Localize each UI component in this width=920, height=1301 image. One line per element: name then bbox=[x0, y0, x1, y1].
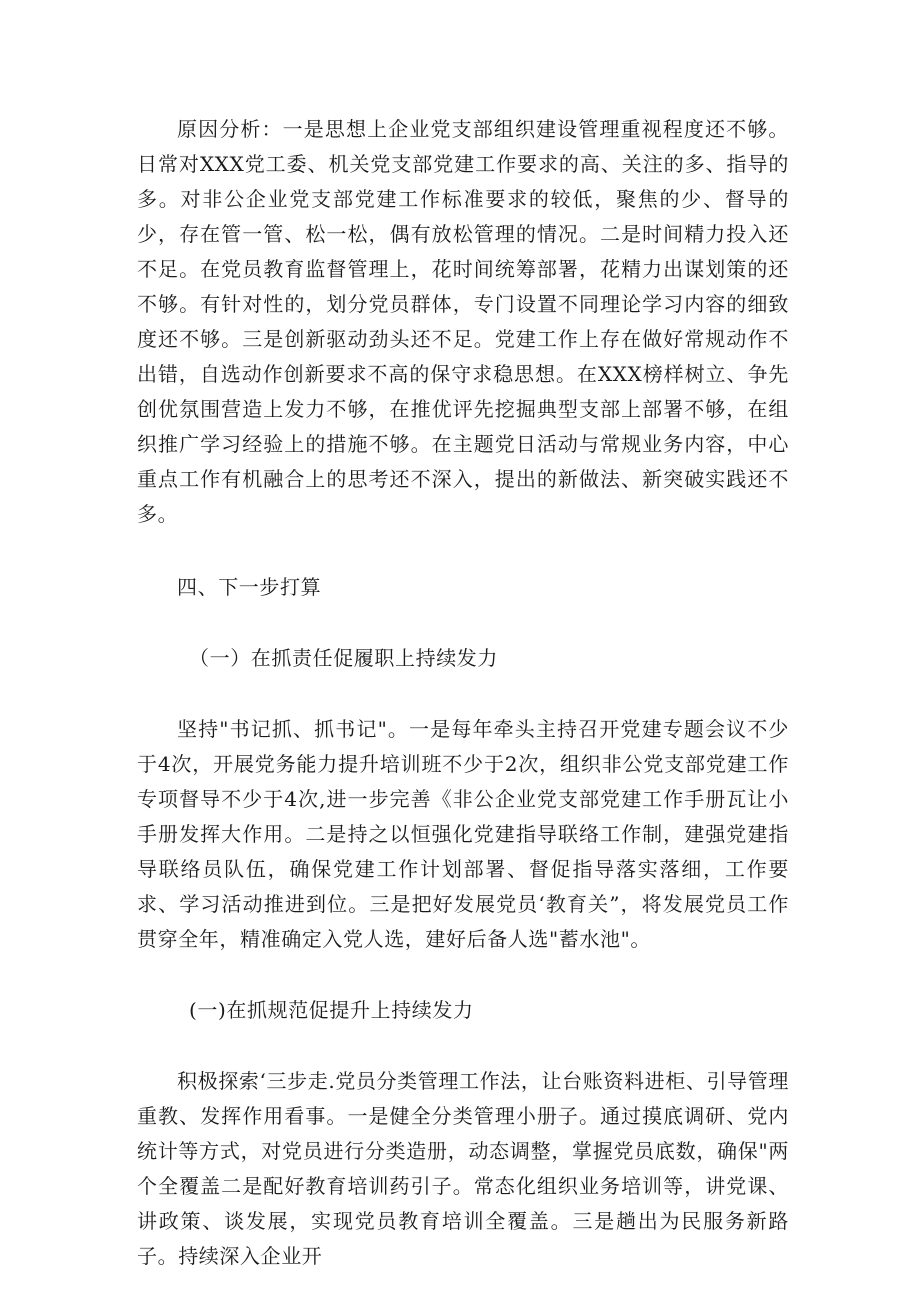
responsibility-subheading: （一）在抓责任促履职上持续发力 bbox=[189, 646, 498, 670]
document-page bbox=[137, 112, 789, 1274]
cause-analysis-paragraph: 原因分析：一是思想上企业党支部组织建设管理重视程度还不够。日常对XXX党工委、机关党支部党建工作要求的高、关注的多、指导的多。对非公企业党支部党建工作标准要求的较低，聚焦的少、督导的少，存在管一管、松一松，偶有放松管理的情况。二是时间精力投入还不足。在党员教育监督管理上，花时间统筹部署，花精力出谋划策的还不够。有针对性的，划分党员群体，专门设置不同理论学习内容的细致度还不够。三是创新驱动劲头还不足。党建工作上存在做好常规动作不出错，自选动作创新要求不高的保守求稳思想。在XXX榜样树立、争先创优氛围营造上发力不够，在推优评先挖掘典型支部上部署不够，在组织推广学习经验上的措施不够。在主题党日活动与常规业务内容，中心重点工作有机融合上的思考还不深入，提出的新做法、新突破实践还不多。 bbox=[137, 117, 789, 526]
next-steps-heading: 四、下一步打算 bbox=[177, 575, 322, 599]
responsibility-paragraph: 坚持"书记抓、抓书记"。一是每年牵头主持召开党建专题会议不少于4次，开展党务能力提升培训班不少于2次，组织非公党支部党建工作专项督导不少于4次,进一步完善《非公企业党支部党建工作手册瓦让小手册发挥大作用。二是持之以恒强化党建指导联络工作制，建强党建指导联络员队伍，确保党建工作计划部署、督促指导落实落细，工作要求、学习活动推进到位。三是把好发展党员‘教育关”，将发展党员工作贯穿全年，精准确定入党人选，建好后备人选"蓄水池"。 bbox=[137, 717, 789, 951]
standardization-subheading: (一)在抓规范促提升上持续发力 bbox=[189, 998, 474, 1022]
standardization-paragraph: 积极探索‘三步走.党员分类管理工作法，让台账资料进柜、引导管理重教、发挥作用看事。一是健全分类管理小册子。通过摸底调研、党内统计等方式，对党员进行分类造册，动态调整，掌握党员底数，确保"两个全覆盖二是配好教育培训药引子。常态化组织业务培训等，讲党课、讲政策、谈发展，实现党员教育培训全覆盖。三是趟出为民服务新路子。持续深入企业开 bbox=[137, 1069, 789, 1268]
